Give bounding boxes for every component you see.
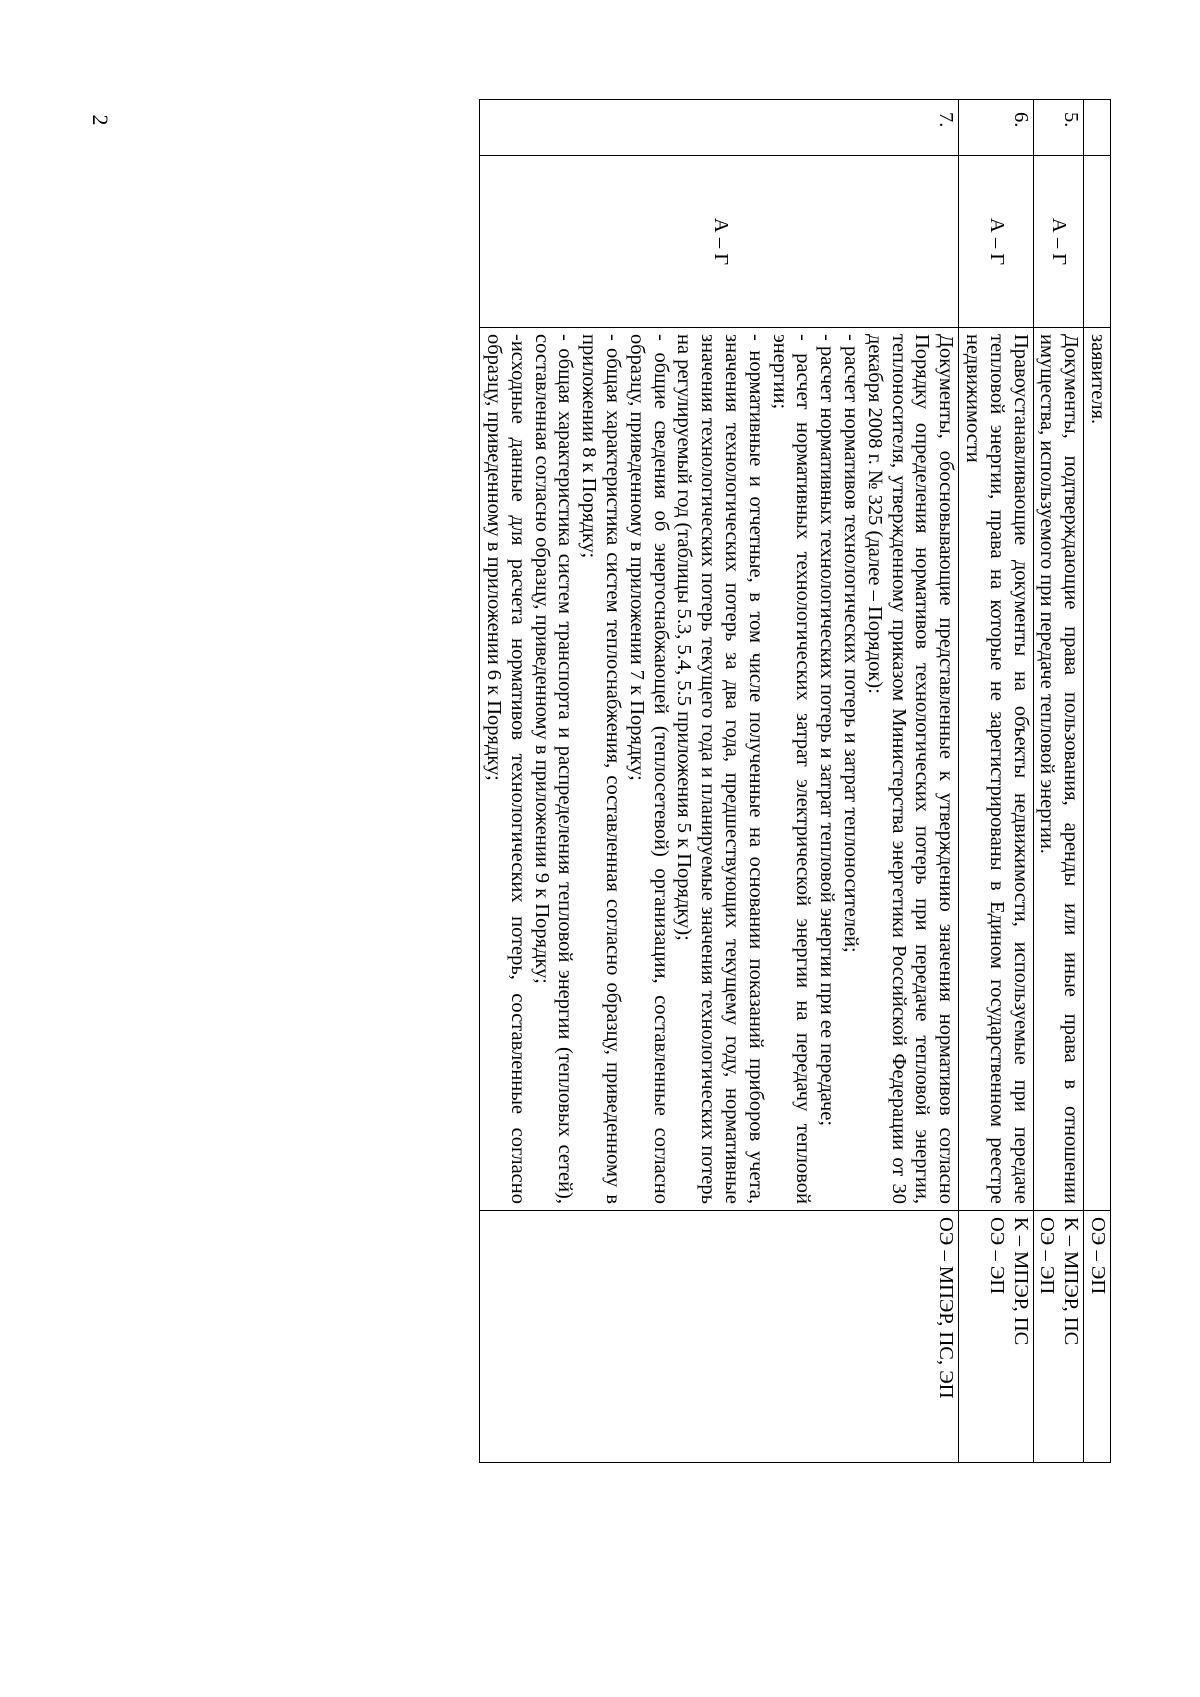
row-number [1084,100,1111,156]
documents-paragraph: - нормативные и отчетные, в том числе полученные на основании показаний приборов учета, значения технологических потерь за два года, предшествующих текущему году, нормативные значения технологических потерь текущего года и планируемые значения технологических потерь на регулируемый год (таблицы 5.3, 5.4, 5.5 приложения 5 к Порядку); [673,334,767,1204]
row-category: А – Г [480,156,959,328]
documents-table [479,99,1111,1463]
responsible-line: ОЭ – ЭП [1036,1217,1059,1295]
row-number: 5. [1033,100,1084,156]
documents-paragraph: Документы, подтверждающие права пользования, аренды или иные права в отношении имущества, используемого при передаче тепловой энергии. [1036,334,1083,1204]
row-documents [1084,328,1111,1211]
row-responsible [1033,1211,1084,1463]
page-number: 2 [88,114,113,126]
documents-paragraph: - расчет нормативных технологических потерь и затрат тепловой энергии при ее передаче; [816,334,839,1127]
responsible-line: К – МПЭР, ПС [1009,1217,1032,1346]
documents-paragraph: - общая характеристика систем теплоснабжения, составленная согласно образцу, приведенному в приложении 8 к Порядку; [578,334,625,1204]
row-responsible [480,1211,959,1463]
responsible-line: ОЭ – МПЭР, ПС, ЭП [935,1217,958,1399]
table-row [959,100,1033,1463]
documents-paragraph: - общая характеристика систем транспорта и распределения тепловой энергии (тепловых сетей), составленная согласно образцу, приведенному в приложении 9 к Порядку; [530,334,577,1204]
table-row [1084,100,1111,1463]
row-responsible [1084,1211,1111,1463]
documents-paragraph: - расчет нормативных технологических затрат электрической энергии на передачу тепловой энергии; [768,334,815,1204]
row-responsible [959,1211,1033,1463]
responsible-line: К – МПЭР, ПС [1060,1217,1083,1346]
row-number: 6. [959,100,1033,156]
documents-paragraph: -исходные данные для расчета нормативов технологических потерь, составленные согласно образцу, приведенному в приложении 6 к Порядку; [483,334,529,1204]
documents-paragraph: - расчет нормативов технологических потерь и затрат теплоносителей; [840,334,863,953]
documents-paragraph: Документы, обосновывающие представленные к утверждению значения нормативов согласно Порядку определения нормативов технологических потерь при передаче тепловой энергии, теплоносителя, утвержденному приказом Министерства энергетики Российской Федерации от 30 декабря 2008 г. № 325 (далее – Порядок): [863,334,958,1204]
document-table-rotated [173,99,1111,1462]
table-row [1033,100,1084,1463]
row-documents [959,328,1033,1211]
responsible-line: ОЭ – ЭП [1087,1217,1109,1295]
row-category: А – Г [959,156,1033,328]
documents-paragraph: Правоустанавливающие документы на объекты недвижимости, используемые при передаче тепловой энергии, права на которые не зарегистрированы в Едином государственном реестре недвижимости [962,334,1032,1204]
documents-paragraph: - общие сведения об энергоснабжающей (теплосетевой) организации, составленные согласно образцу, приведенному в приложении 7 к Порядку; [625,334,672,1204]
row-category: А – Г [1033,156,1084,328]
responsible-line: ОЭ – ЭП [985,1217,1008,1295]
table-row [480,100,959,1463]
documents-paragraph: заявителя. [1087,334,1109,425]
row-category [1084,156,1111,328]
row-documents [1033,328,1084,1211]
row-documents [480,328,959,1211]
row-number: 7. [480,100,959,156]
